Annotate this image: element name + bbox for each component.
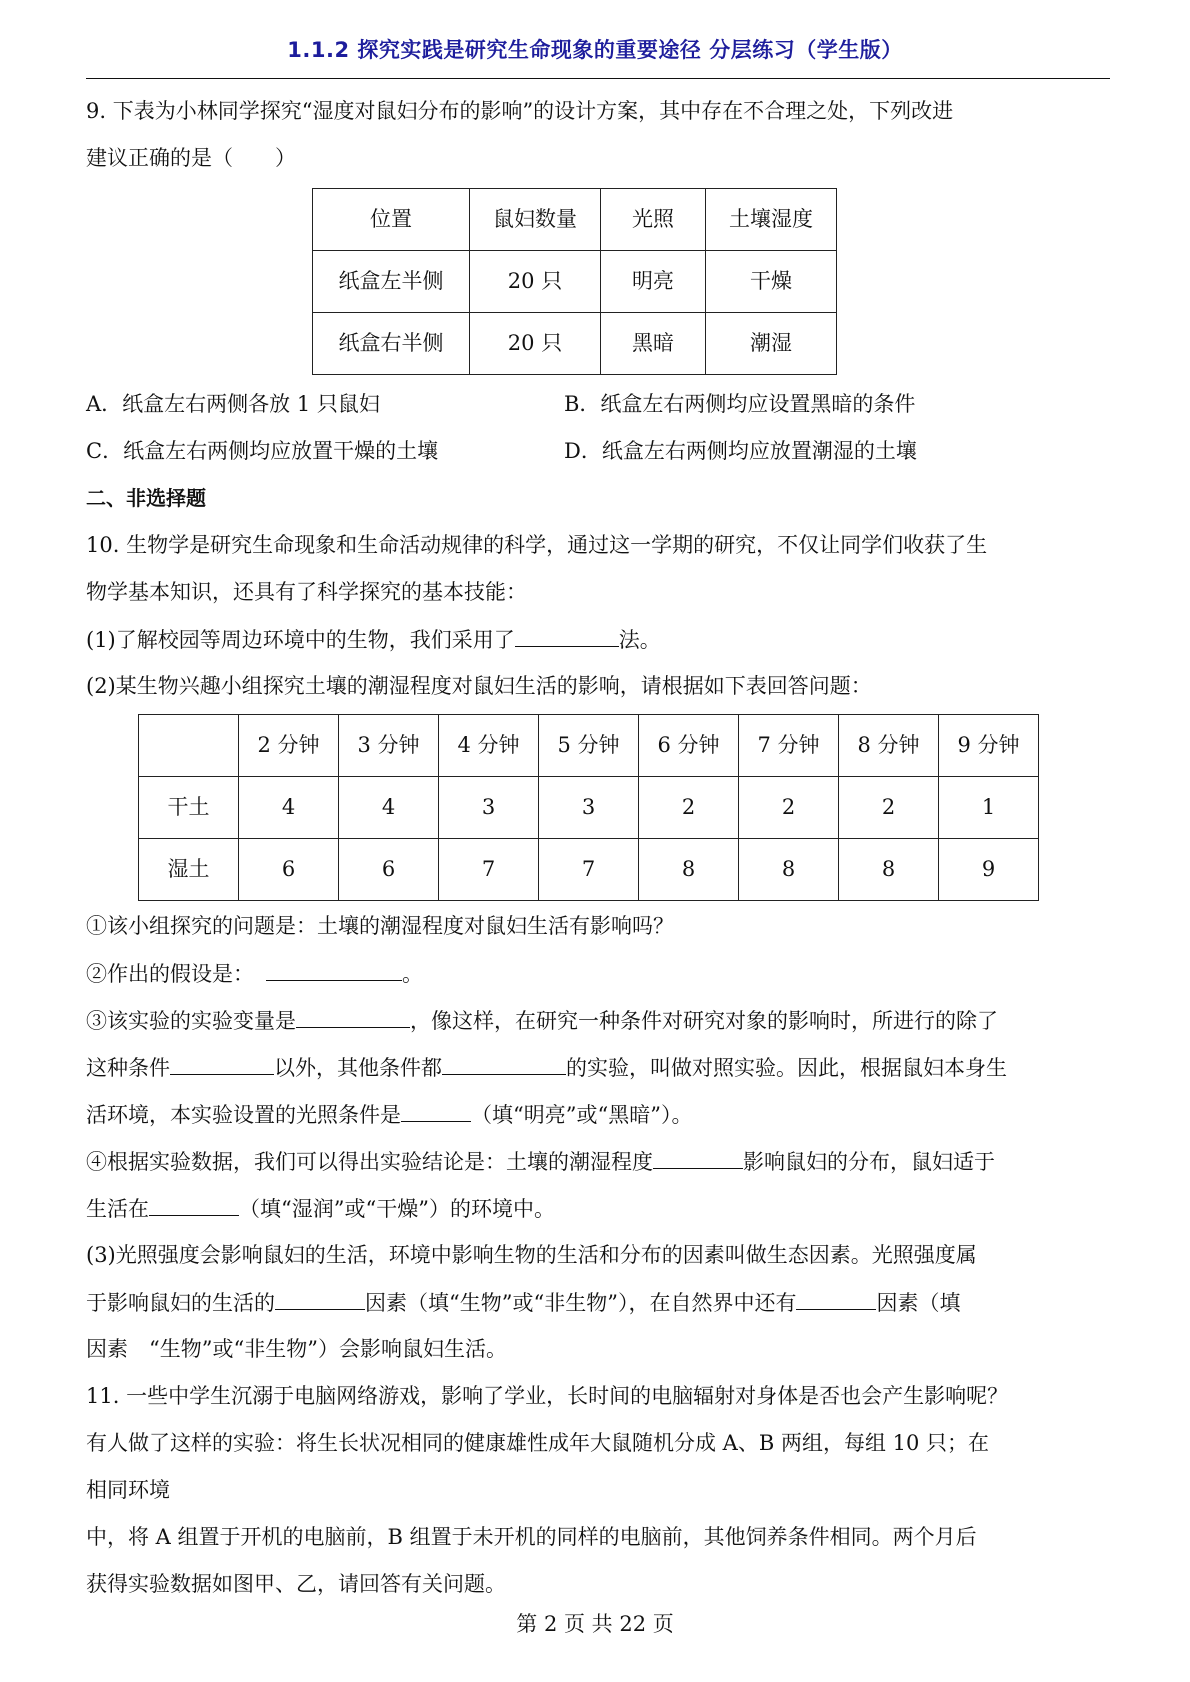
question-11 bbox=[86, 1373, 1112, 1608]
table-header-cell: 7 分钟 bbox=[739, 715, 839, 777]
q10-sub4-text: 影响鼠妇的分布，鼠妇适于 bbox=[743, 1150, 995, 1174]
table-cell: 纸盒左半侧 bbox=[313, 251, 470, 313]
table-cell: 4 bbox=[239, 777, 339, 839]
q10-sub3-text: 活环境，本实验设置的光照条件是 bbox=[86, 1103, 401, 1127]
q11-line: 获得实验数据如图甲、乙，请回答有关问题。 bbox=[86, 1572, 506, 1596]
table-cell: 7 bbox=[539, 839, 639, 901]
table-header-cell: 5 分钟 bbox=[539, 715, 639, 777]
q11-line: 中，将 A 组置于开机的电脑前，B 组置于未开机的同样的电脑前，其他饲养条件相同。两个月后 bbox=[86, 1525, 977, 1549]
q10-part3-text: 因素（填 bbox=[876, 1291, 961, 1315]
q10-sub3-text: 这种条件 bbox=[86, 1056, 170, 1080]
table-row bbox=[139, 839, 1039, 901]
table-cell: 6 bbox=[239, 839, 339, 901]
header-divider bbox=[86, 78, 1110, 79]
table-cell: 8 bbox=[839, 839, 939, 901]
question-10 bbox=[86, 522, 1112, 1373]
q10-part1 bbox=[86, 616, 1112, 663]
table-header-cell bbox=[139, 715, 239, 777]
table-header-cell: 土壤湿度 bbox=[706, 189, 837, 251]
answer-blank[interactable] bbox=[653, 1138, 743, 1169]
answer-blank[interactable] bbox=[515, 616, 619, 647]
table-header-row bbox=[139, 715, 1039, 777]
table-cell: 7 bbox=[439, 839, 539, 901]
page-content bbox=[86, 88, 1112, 1608]
table-cell: 8 bbox=[639, 839, 739, 901]
document-header-title: 1.1.2 探究实践是研究生命现象的重要途径 分层练习（学生版） bbox=[287, 38, 903, 62]
table-cell: 4 bbox=[339, 777, 439, 839]
table-cell: 6 bbox=[339, 839, 439, 901]
q10-sub3-text: 以外，其他条件都 bbox=[274, 1056, 442, 1080]
q10-sub3-text: （填“明亮”或“黑暗”）。 bbox=[471, 1103, 693, 1127]
table-header-cell: 9 分钟 bbox=[939, 715, 1039, 777]
q10-sub4-line1 bbox=[86, 1138, 1112, 1185]
table-row bbox=[139, 777, 1039, 839]
q10-sub2 bbox=[86, 950, 1112, 997]
answer-blank[interactable] bbox=[296, 997, 410, 1028]
q10-part3-line3: 因素 “生物”或“非生物”）会影响鼠妇生活。 bbox=[86, 1337, 507, 1361]
option-c[interactable]: C．纸盒左右两侧均应放置干燥的土壤 bbox=[86, 439, 439, 463]
answer-blank[interactable] bbox=[170, 1044, 274, 1075]
table-row-label: 干土 bbox=[139, 777, 239, 839]
table-cell: 9 bbox=[939, 839, 1039, 901]
option-b[interactable]: B．纸盒左右两侧均应设置黑暗的条件 bbox=[564, 392, 916, 416]
table-cell: 1 bbox=[939, 777, 1039, 839]
option-d[interactable]: D．纸盒左右两侧均应放置潮湿的土壤 bbox=[564, 439, 917, 463]
q10-part1-text: (1)了解校园等周边环境中的生物，我们采用了 bbox=[86, 628, 515, 652]
table-cell: 黑暗 bbox=[601, 313, 706, 375]
q10-sub3-line3 bbox=[86, 1091, 1112, 1138]
q10-sub3-text: ③该实验的实验变量是 bbox=[86, 1009, 296, 1033]
q10-sub4-text: （填“湿润”或“干燥”）的环境中。 bbox=[239, 1197, 555, 1221]
table-header-cell: 位置 bbox=[313, 189, 470, 251]
answer-blank[interactable] bbox=[442, 1044, 566, 1075]
q10-sub3-text: 的实验，叫做对照实验。因此，根据鼠妇本身生 bbox=[566, 1056, 1007, 1080]
table-row bbox=[313, 251, 837, 313]
table-header-cell: 3 分钟 bbox=[339, 715, 439, 777]
q10-sub4-text: 生活在 bbox=[86, 1197, 149, 1221]
q9-stem-line1: 9. 下表为小林同学探究“湿度对鼠妇分布的影响”的设计方案，其中存在不合理之处，下列改进 bbox=[86, 99, 954, 123]
answer-blank[interactable] bbox=[796, 1279, 876, 1310]
q10-part3-line2 bbox=[86, 1279, 1112, 1326]
question-9 bbox=[86, 88, 1112, 475]
table-cell: 3 bbox=[539, 777, 639, 839]
table-cell: 2 bbox=[639, 777, 739, 839]
table-header-cell: 2 分钟 bbox=[239, 715, 339, 777]
q10-sub4-line2 bbox=[86, 1185, 1112, 1232]
table-header-cell: 6 分钟 bbox=[639, 715, 739, 777]
table-cell: 2 bbox=[839, 777, 939, 839]
table-cell: 20 只 bbox=[470, 251, 601, 313]
table-header-cell: 8 分钟 bbox=[839, 715, 939, 777]
q10-sub4-text: ④根据实验数据，我们可以得出实验结论是：土壤的潮湿程度 bbox=[86, 1150, 653, 1174]
q10-sub3-text: ，像这样，在研究一种条件对研究对象的影响时，所进行的除了 bbox=[410, 1009, 998, 1033]
table-header-cell: 4 分钟 bbox=[439, 715, 539, 777]
q10-stem-line1: 10. 生物学是研究生命现象和生命活动规律的科学，通过这一学期的研究，不仅让同学们收获了生 bbox=[86, 533, 988, 557]
table-cell: 纸盒右半侧 bbox=[313, 313, 470, 375]
q10-sub2-text: ②作出的假设是： bbox=[86, 962, 254, 986]
answer-blank[interactable] bbox=[275, 1279, 365, 1310]
table-cell: 20 只 bbox=[470, 313, 601, 375]
table-row-label: 湿土 bbox=[139, 839, 239, 901]
q11-line: 有人做了这样的实验：将生长状况相同的健康雄性成年大鼠随机分成 A、B 两组，每组 10 只；在 bbox=[86, 1431, 990, 1455]
q10-part3-text: 于影响鼠妇的生活的 bbox=[86, 1291, 275, 1315]
q10-sub3-line1 bbox=[86, 997, 1112, 1044]
table-cell: 潮湿 bbox=[706, 313, 837, 375]
q10-data-table bbox=[138, 714, 1039, 901]
q9-stem-line2: 建议正确的是（ ） bbox=[86, 146, 296, 170]
q9-design-table bbox=[312, 188, 837, 375]
q10-part3-text: 因素（填“生物”或“非生物”），在自然界中还有 bbox=[365, 1291, 797, 1315]
table-row bbox=[313, 313, 837, 375]
table-cell: 8 bbox=[739, 839, 839, 901]
q10-sub1: ①该小组探究的问题是：土壤的潮湿程度对鼠妇生活有影响吗？ bbox=[86, 914, 674, 938]
answer-blank[interactable] bbox=[149, 1185, 239, 1216]
table-cell: 干燥 bbox=[706, 251, 837, 313]
option-a[interactable]: A．纸盒左右两侧各放 1 只鼠妇 bbox=[86, 392, 380, 416]
q10-sub2-suffix: 。 bbox=[402, 962, 423, 986]
q10-part2: (2)某生物兴趣小组探究土壤的潮湿程度对鼠妇生活的影响，请根据如下表回答问题： bbox=[86, 674, 872, 698]
table-header-cell: 光照 bbox=[601, 189, 706, 251]
q11-line: 相同环境 bbox=[86, 1478, 170, 1502]
answer-blank[interactable] bbox=[401, 1091, 471, 1122]
q10-stem-line2: 物学基本知识，还具有了科学探究的基本技能： bbox=[86, 580, 527, 604]
q10-sub3-line2 bbox=[86, 1044, 1112, 1091]
table-header-cell: 鼠妇数量 bbox=[470, 189, 601, 251]
table-cell: 3 bbox=[439, 777, 539, 839]
q9-options bbox=[86, 381, 1112, 475]
page-number: 第 2 页 共 22 页 bbox=[516, 1612, 674, 1636]
q10-part1-suffix: 法。 bbox=[618, 628, 661, 652]
q10-part3-line1: (3)光照强度会影响鼠妇的生活，环境中影响生物的生活和分布的因素叫做生态因素。光照强度属 bbox=[86, 1243, 977, 1267]
q11-line: 11. 一些中学生沉溺于电脑网络游戏，影响了学业，长时间的电脑辐射对身体是否也会产生影响呢？ bbox=[86, 1384, 1009, 1408]
answer-blank[interactable] bbox=[266, 950, 402, 981]
section-title: 二、非选择题 bbox=[86, 486, 206, 510]
table-cell: 2 bbox=[739, 777, 839, 839]
table-cell: 明亮 bbox=[601, 251, 706, 313]
table-header-row bbox=[313, 189, 837, 251]
